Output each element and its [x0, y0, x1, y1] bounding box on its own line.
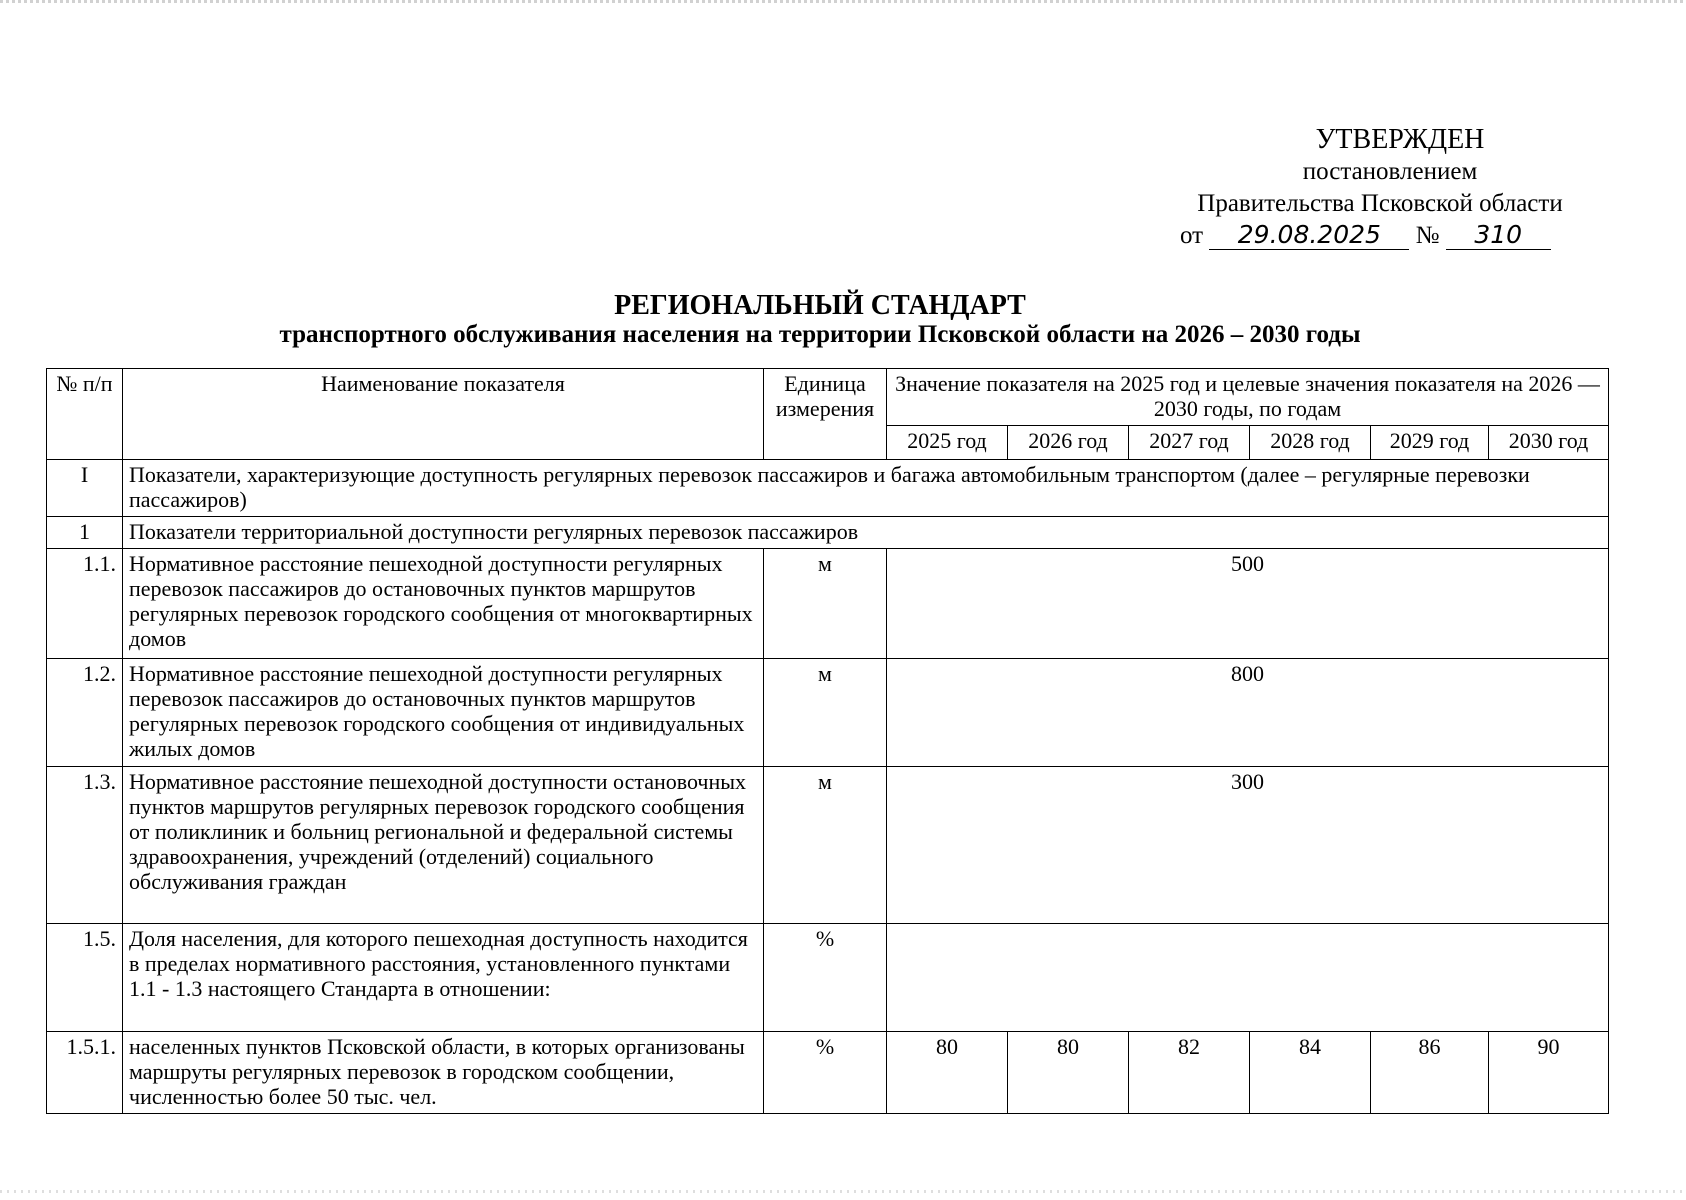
header-year: 2028 год [1250, 426, 1371, 460]
row-unit: % [764, 1032, 887, 1114]
scan-edge-top [0, 0, 1686, 3]
row-value: 500 [887, 549, 1609, 659]
header-num: № п/п [47, 369, 123, 460]
row-name: Нормативное расстояние пешеходной доступности регулярных перевозок пассажиров до остановочных пунктов маршрутов регулярных перевозок городского сообщения от индивидуальных жилых домов [123, 659, 764, 767]
scan-edge-bottom [0, 1190, 1686, 1193]
row-year-value: 80 [1008, 1032, 1129, 1114]
row-num: 1.3. [47, 767, 123, 924]
header-values: Значение показателя на 2025 год и целевые значения показателя на 2026 — 2030 годы, по годам [887, 369, 1609, 426]
handwritten-number: 310 [1446, 221, 1551, 250]
row-unit: % [764, 924, 887, 1032]
row-num: 1.5.1. [47, 1032, 123, 1114]
row-name: Доля населения, для которого пешеходная доступность находится в пределах нормативного расстояния, установленного пунктами 1.1 - 1.3 настоящего Стандарта в отношении: [123, 924, 764, 1032]
date-prefix: от [1180, 222, 1204, 249]
subsection-row [47, 517, 1609, 549]
row-num: 1.2. [47, 659, 123, 767]
approval-by: постановлением [1302, 158, 1478, 185]
table-row [47, 549, 1609, 659]
approval-title: УТВЕРЖДЕН [1315, 124, 1485, 155]
table-row [47, 767, 1609, 924]
header-name: Наименование показателя [123, 369, 764, 460]
approval-block [1100, 124, 1620, 252]
table-row [47, 924, 1609, 1032]
row-year-value: 80 [887, 1032, 1008, 1114]
subsection-text: Показатели территориальной доступности регулярных перевозок пассажиров [123, 517, 1609, 549]
header-year: 2027 год [1129, 426, 1250, 460]
header-year: 2025 год [887, 426, 1008, 460]
row-value [887, 924, 1609, 1032]
header-year: 2026 год [1008, 426, 1129, 460]
row-value: 800 [887, 659, 1609, 767]
section-row [47, 460, 1609, 517]
row-unit: м [764, 659, 887, 767]
document-subtitle: транспортного обслуживания населения на территории Псковской области на 2026 – 2030 годы [279, 321, 1361, 348]
row-num: 1.1. [47, 549, 123, 659]
row-year-value: 82 [1129, 1032, 1250, 1114]
row-value: 300 [887, 767, 1609, 924]
section-num: I [47, 460, 123, 517]
number-prefix: № [1415, 222, 1440, 249]
table-row [47, 659, 1609, 767]
row-year-value: 90 [1489, 1032, 1609, 1114]
subsection-num: 1 [47, 517, 123, 549]
document-title: РЕГИОНАЛЬНЫЙ СТАНДАРТ [614, 290, 1026, 321]
table-row [47, 1032, 1609, 1114]
standard-table [46, 368, 1609, 1114]
row-name: Нормативное расстояние пешеходной доступности остановочных пунктов маршрутов регулярных перевозок городского сообщения от поликлиник и больниц региональной и федеральной системы здравоохранения, учреждений (отделений) социального обслуживания граждан [123, 767, 764, 924]
row-unit: м [764, 549, 887, 659]
header-year: 2030 год [1489, 426, 1609, 460]
header-unit: Единица измерения [764, 369, 887, 460]
handwritten-date: 29.08.2025 [1209, 221, 1409, 250]
section-text: Показатели, характеризующие доступность регулярных перевозок пассажиров и багажа автомобильным транспортом (далее – регулярные перевозки пассажиров) [123, 460, 1609, 517]
approval-date-line [1100, 220, 1620, 252]
row-name: населенных пунктов Псковской области, в которых организованы маршруты регулярных перевозок в городском сообщении, численностью более 50 тыс. чел. [123, 1032, 764, 1114]
header-year: 2029 год [1371, 426, 1489, 460]
row-name: Нормативное расстояние пешеходной доступности регулярных перевозок пассажиров до остановочных пунктов маршрутов регулярных перевозок городского сообщения от многоквартирных домов [123, 549, 764, 659]
row-unit: м [764, 767, 887, 924]
row-year-value: 84 [1250, 1032, 1371, 1114]
row-year-value: 86 [1371, 1032, 1489, 1114]
row-num: 1.5. [47, 924, 123, 1032]
approval-authority: Правительства Псковской области [1197, 190, 1563, 217]
